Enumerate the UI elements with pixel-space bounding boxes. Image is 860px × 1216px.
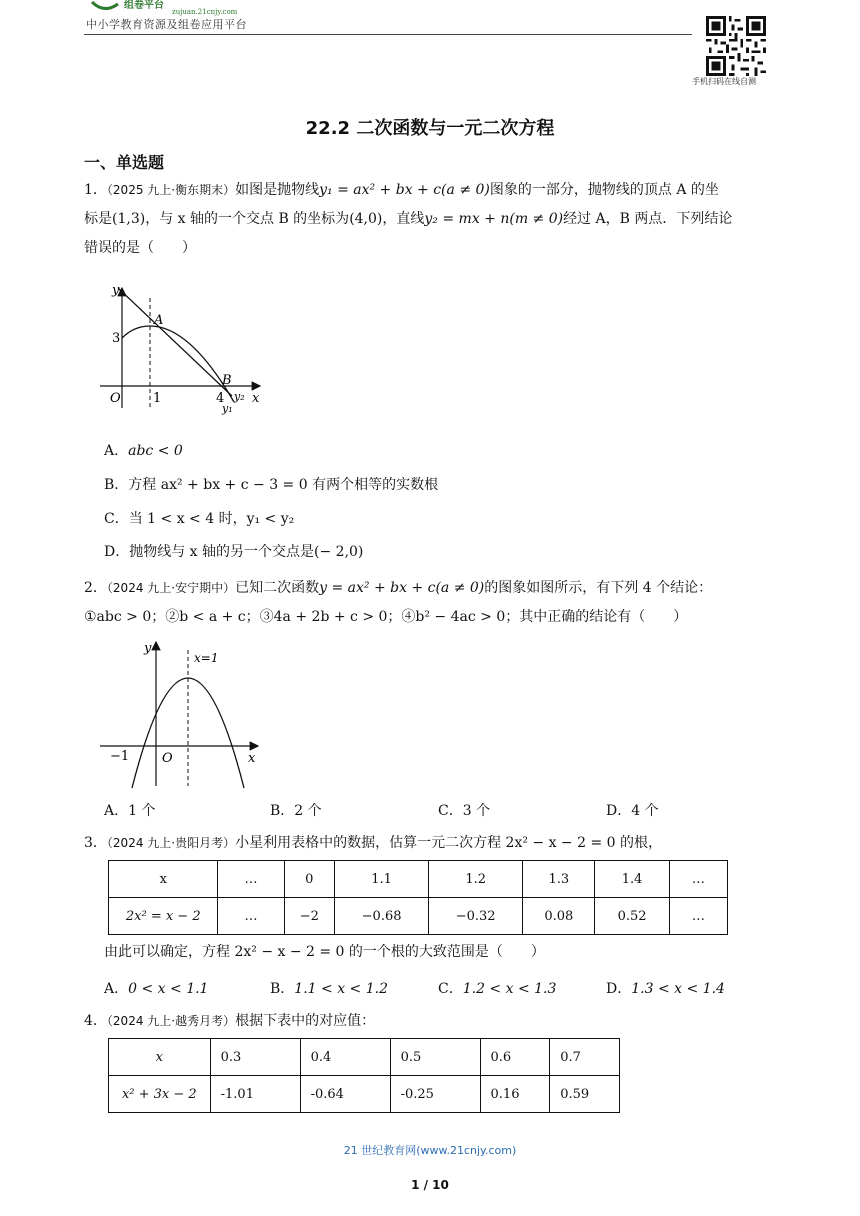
table-cell: x xyxy=(109,1039,211,1076)
logo-text: 组卷平台 xyxy=(124,0,164,11)
q2-expression: y = ax² + bx + c(a ≠ 0) xyxy=(319,580,485,596)
symmetry-label: x=1 xyxy=(194,651,219,665)
q4-text: 根据下表中的对应值： xyxy=(235,1013,376,1029)
option-text: 当 1 < x < 4 时，y₁ < y₂ xyxy=(128,511,295,527)
table-cell: -1.01 xyxy=(210,1076,300,1113)
option-label: A． xyxy=(104,803,129,819)
table-row xyxy=(109,898,728,935)
option-text: abc < 0 xyxy=(128,443,183,459)
section-title: 一、单选题 xyxy=(84,153,165,172)
q3-option-b[interactable] xyxy=(270,978,388,998)
table-cell: … xyxy=(669,861,727,898)
table-row xyxy=(109,861,728,898)
footer-link[interactable]: 21 世纪教育网(www.21cnjy.com) xyxy=(343,1144,517,1157)
table-cell: −0.68 xyxy=(335,898,429,935)
table-cell: x² + 3x − 2 xyxy=(109,1076,211,1113)
qr-caption: 手机扫码在线自测 xyxy=(692,77,756,86)
option-label: A． xyxy=(104,981,129,997)
q3-value-table xyxy=(108,860,728,935)
q2-option-d[interactable] xyxy=(606,800,659,820)
question-2-stem xyxy=(84,574,778,632)
q1-y1-expression: y₁ = ax² + bx + c(a ≠ 0) xyxy=(319,182,490,198)
table-cell: 1.2 xyxy=(429,861,523,898)
table-cell: … xyxy=(218,861,284,898)
q1-option-b[interactable] xyxy=(104,474,438,494)
q3-followup-text: 由此可以确定，方程 2x² − x − 2 = 0 的一个根的大致范围是（ ） xyxy=(104,944,545,960)
q1-text: ，直线 xyxy=(382,211,425,227)
q1-text: 如图是抛物线 xyxy=(235,182,320,198)
y-axis-label: y xyxy=(144,641,152,656)
option-label: A． xyxy=(104,443,129,459)
option-text: 2 个 xyxy=(294,803,322,819)
option-text: 方程 ax² + bx + c − 3 = 0 有两个相等的实数根 xyxy=(128,477,439,493)
table-cell: 0.5 xyxy=(390,1039,480,1076)
option-text: 0 < x < 1.1 xyxy=(128,981,209,997)
question-1-figure xyxy=(100,278,270,418)
table-cell: 0.7 xyxy=(550,1039,620,1076)
table-cell: 0.16 xyxy=(480,1076,550,1113)
line-y2 xyxy=(118,288,232,396)
option-label: C． xyxy=(438,803,463,819)
x-tick-neg1: −1 xyxy=(110,749,130,764)
table-cell: 1.1 xyxy=(335,861,429,898)
table-row xyxy=(109,1076,620,1113)
header-divider xyxy=(84,34,692,35)
q1-text: 标是 xyxy=(84,211,112,227)
option-text: 4 个 xyxy=(631,803,659,819)
table-cell: … xyxy=(218,898,284,935)
table-cell: 0.4 xyxy=(300,1039,390,1076)
question-4-stem xyxy=(84,1007,778,1036)
question-3-stem xyxy=(84,829,778,858)
option-text: 1.3 < x < 1.4 xyxy=(631,981,725,997)
curve-y1-label: y₁ xyxy=(222,402,233,415)
table-cell: 0.08 xyxy=(523,898,595,935)
site-logo xyxy=(84,0,274,16)
point-b-label: B xyxy=(222,373,232,388)
question-number: 4． xyxy=(84,1013,107,1029)
point-a-label: A xyxy=(154,313,164,328)
q4-value-table xyxy=(108,1038,620,1113)
q1-point-b: (4,0) xyxy=(349,211,383,227)
q3-option-c[interactable] xyxy=(438,978,556,998)
q1-text: 错误的是（ ） xyxy=(84,240,196,256)
table-cell: 2x² = x − 2 xyxy=(109,898,218,935)
q3-option-a[interactable] xyxy=(104,978,208,998)
option-text: 1.1 < x < 1.2 xyxy=(294,981,388,997)
q2-option-a[interactable] xyxy=(104,800,155,820)
document-title: 22.2 二次函数与一元二次方程 xyxy=(305,118,555,139)
table-cell: 0.52 xyxy=(595,898,669,935)
q2-text: ①abc > 0；②b < a + c；③4a + 2b + c > 0；④b² − 4ac > 0；其中正确的结论有（ ） xyxy=(84,609,688,625)
table-cell: −2 xyxy=(284,898,334,935)
table-cell: 1.4 xyxy=(595,861,669,898)
x-axis-label: x xyxy=(252,391,260,406)
table-cell: … xyxy=(669,898,727,935)
line-y2-label: y₂ xyxy=(234,390,245,403)
q1-y2-expression: y₂ = mx + n(m ≠ 0) xyxy=(424,211,564,227)
x-axis-label: x xyxy=(248,751,256,766)
option-text: 1.2 < x < 1.3 xyxy=(462,981,557,997)
option-text: 1 个 xyxy=(128,803,156,819)
y-tick-3: 3 xyxy=(112,331,121,346)
option-label: D． xyxy=(104,544,130,560)
option-label: C． xyxy=(104,511,129,527)
option-label: B． xyxy=(270,803,295,819)
table-cell: x xyxy=(109,861,218,898)
question-number: 3． xyxy=(84,835,107,851)
option-label: C． xyxy=(438,981,463,997)
y-axis-label: y xyxy=(112,283,120,298)
option-label: B． xyxy=(270,981,295,997)
q1-option-a[interactable] xyxy=(104,440,183,460)
question-number: 1． xyxy=(84,182,107,198)
table-cell: 0.6 xyxy=(480,1039,550,1076)
question-number: 2． xyxy=(84,580,107,596)
question-1-stem xyxy=(84,176,778,263)
option-label: B． xyxy=(104,477,129,493)
q2-text: 的图象如图所示，有下列 4 个结论： xyxy=(484,580,713,596)
table-row xyxy=(109,1039,620,1076)
q1-text: 经过 A，B 两点．下列结论 xyxy=(563,211,733,227)
table-cell: −0.32 xyxy=(429,898,523,935)
table-cell: 0.3 xyxy=(210,1039,300,1076)
logo-url: zujuan.21cnjy.com xyxy=(172,8,238,16)
option-label: D． xyxy=(606,981,632,997)
question-source: （2024 九上·越秀月考） xyxy=(106,1014,236,1028)
q1-option-d[interactable] xyxy=(104,541,363,561)
question-source: （2024 九上·贵阳月考） xyxy=(106,836,236,850)
table-cell: 1.3 xyxy=(523,861,595,898)
q1-vertex: (1,3) xyxy=(112,211,146,227)
q1-text: ，与 x 轴的一个交点 B 的坐标为 xyxy=(145,211,350,227)
origin-label: O xyxy=(162,751,173,766)
x-tick-4: 4 xyxy=(216,391,225,406)
option-label: D． xyxy=(606,803,632,819)
option-text: 抛物线与 x 轴的另一个交点是(− 2,0) xyxy=(129,544,364,560)
qr-code-icon[interactable] xyxy=(706,16,766,76)
q3-option-d[interactable] xyxy=(606,978,725,998)
question-source: （2024 九上·安宁期中） xyxy=(106,581,236,595)
table-cell: -0.25 xyxy=(390,1076,480,1113)
q2-option-b[interactable] xyxy=(270,800,322,820)
question-source: （2025 九上·衡东期末） xyxy=(106,183,236,197)
question-2-figure xyxy=(96,636,266,792)
q1-text: 图象的一部分，抛物线的顶点 A 的坐 xyxy=(489,182,719,198)
origin-label: O xyxy=(110,391,121,406)
q3-text: 小星利用表格中的数据，估算一元二次方程 2x² − x − 2 = 0 的根， xyxy=(235,835,663,851)
option-text: 3 个 xyxy=(462,803,491,819)
table-cell: 0.59 xyxy=(550,1076,620,1113)
table-cell: 0 xyxy=(284,861,334,898)
table-cell: -0.64 xyxy=(300,1076,390,1113)
x-tick-1: 1 xyxy=(153,391,162,406)
q2-option-c[interactable] xyxy=(438,800,490,820)
page-number: 1 / 10 xyxy=(411,1178,449,1192)
q2-text: 已知二次函数 xyxy=(235,580,320,596)
q1-option-c[interactable] xyxy=(104,508,294,528)
header-subtitle: 中小学教育资源及组卷应用平台 xyxy=(86,18,247,31)
